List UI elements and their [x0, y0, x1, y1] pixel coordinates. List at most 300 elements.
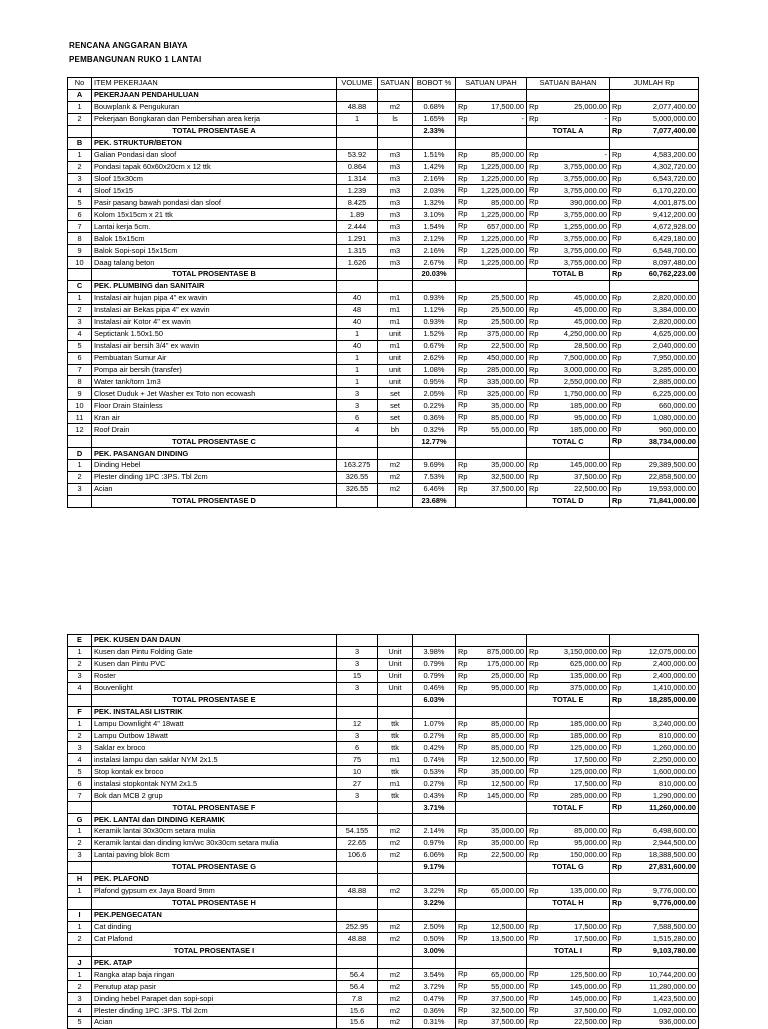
item-name: Lampu Outbow 18watt [92, 730, 337, 742]
total-label: TOTAL PROSENTASE A [92, 125, 337, 137]
currency-label: Rp [612, 471, 622, 481]
jumlah-amount: 9,776,000.00 [652, 886, 696, 896]
item-name: Balok Sopi-sopi 15x15cm [92, 245, 337, 257]
bobot: 1.65% [413, 113, 456, 125]
empty-cell [378, 269, 413, 281]
empty-cell [68, 125, 92, 137]
table-row [68, 1005, 699, 1017]
satuan-upah [456, 161, 527, 173]
satuan: set [378, 388, 413, 400]
jumlah [610, 412, 699, 424]
currency-label: Rp [529, 340, 539, 350]
satuan-bahan-amount: 22,500.00 [574, 1017, 607, 1027]
jumlah-amount: 19,593,000.00 [648, 484, 696, 494]
table-row [68, 460, 699, 472]
currency-label: Rp [458, 376, 468, 386]
satuan-upah-amount: 325,000.00 [487, 388, 524, 398]
row-no: 6 [68, 352, 92, 364]
satuan-upah [456, 209, 527, 221]
item-name: Plafond gypsum ex Jaya Board 9mm [92, 885, 337, 897]
satuan-upah [456, 221, 527, 233]
volume: 3 [337, 790, 378, 802]
currency-label: Rp [612, 849, 622, 859]
jumlah-amount: 810,000.00 [659, 730, 696, 740]
satuan-upah-amount: 85,000.00 [491, 197, 524, 207]
volume: 6 [337, 412, 378, 424]
satuan-upah-amount: 17,500.00 [491, 102, 524, 112]
empty-cell [337, 802, 378, 814]
table-row [68, 646, 699, 658]
currency-label: Rp [612, 352, 622, 362]
satuan-upah-amount: 25,500.00 [491, 305, 524, 315]
satuan-upah-amount: 1,225,000.00 [480, 233, 524, 243]
total-label: TOTAL PROSENTASE I [92, 945, 337, 957]
satuan: m2 [378, 826, 413, 838]
satuan-bahan-amount: 2,550,000.00 [563, 376, 607, 386]
jumlah [610, 471, 699, 483]
jumlah [610, 921, 699, 933]
total-label: TOTAL PROSENTASE B [92, 269, 337, 281]
volume: 1.315 [337, 245, 378, 257]
table-row [68, 233, 699, 245]
item-name: Bok dan MCB 2 grup [92, 790, 337, 802]
table-row [68, 412, 699, 424]
satuan: m2 [378, 849, 413, 861]
currency-label: Rp [529, 185, 539, 195]
currency-label: Rp [458, 933, 468, 943]
currency-label: Rp [458, 837, 468, 847]
currency-label: Rp [529, 388, 539, 398]
currency-label: Rp [529, 1005, 539, 1015]
table-row [68, 790, 699, 802]
table-row [68, 483, 699, 495]
satuan-bahan [527, 257, 610, 269]
budget-table-2 [67, 634, 699, 1029]
bobot: 1.07% [413, 718, 456, 730]
jumlah-amount: 2,250,000.00 [652, 754, 696, 764]
satuan-bahan-amount: 17,500.00 [574, 778, 607, 788]
section-row [68, 706, 699, 718]
row-no: B [68, 137, 92, 149]
jumlah [610, 885, 699, 897]
satuan-upah-amount: 175,000.00 [487, 659, 524, 669]
satuan-bahan [527, 388, 610, 400]
currency-label: Rp [612, 460, 622, 469]
satuan: m2 [378, 885, 413, 897]
table-row [68, 933, 699, 945]
empty-cell [456, 89, 527, 101]
jumlah [610, 790, 699, 802]
empty-cell [456, 436, 527, 448]
satuan-bahan-amount: 145,000.00 [570, 981, 607, 991]
satuan-upah [456, 730, 527, 742]
satuan-bahan-amount: 390,000.00 [570, 197, 607, 207]
satuan: m1 [378, 316, 413, 328]
volume: 15.6 [337, 1005, 378, 1017]
bobot: 3.10% [413, 209, 456, 221]
satuan-bahan [527, 460, 610, 472]
item-name: Plester dinding 1PC :3PS. Tbl 2cm [92, 471, 337, 483]
section-row [68, 89, 699, 101]
row-no: 3 [68, 173, 92, 185]
table-row [68, 849, 699, 861]
header-no: No [68, 78, 92, 90]
row-no: D [68, 448, 92, 460]
bobot: 0.46% [413, 682, 456, 694]
currency-label: Rp [612, 495, 622, 505]
jumlah-amount: 960,000.00 [659, 424, 696, 434]
satuan-bahan-amount: 185,000.00 [570, 719, 607, 729]
satuan-bahan [527, 364, 610, 376]
bobot: 2.67% [413, 257, 456, 269]
currency-label: Rp [612, 292, 622, 302]
empty-cell [378, 706, 413, 718]
satuan-bahan-amount: 95,000.00 [574, 412, 607, 422]
bobot: 0.27% [413, 778, 456, 790]
satuan-upah [456, 646, 527, 658]
currency-label: Rp [529, 993, 539, 1003]
bobot: 6.06% [413, 849, 456, 861]
currency-label: Rp [529, 766, 539, 776]
currency-label: Rp [458, 388, 468, 398]
table-row [68, 101, 699, 113]
bobot: 7.53% [413, 471, 456, 483]
item-name: Pasir pasang bawah pondasi dan sloof [92, 197, 337, 209]
empty-cell [68, 694, 92, 706]
table-row [68, 778, 699, 790]
satuan-upah-amount: 85,000.00 [491, 719, 524, 729]
currency-label: Rp [458, 340, 468, 350]
satuan-bahan-amount: 1,255,000.00 [563, 221, 607, 231]
currency-label: Rp [458, 149, 468, 159]
currency-label: Rp [458, 185, 468, 195]
item-name: Pompa air bersih (transfer) [92, 364, 337, 376]
jumlah-amount: 2,820,000.00 [652, 293, 696, 303]
currency-label: Rp [458, 670, 468, 680]
empty-cell [610, 280, 699, 292]
jumlah-amount: 29,389,500.00 [648, 460, 696, 470]
section-row [68, 635, 699, 647]
satuan-upah-amount: 35,000.00 [491, 400, 524, 410]
jumlah-amount: 22,858,500.00 [648, 472, 696, 482]
satuan-upah [456, 981, 527, 993]
currency-label: Rp [458, 412, 468, 422]
empty-cell [337, 89, 378, 101]
volume: 1 [337, 376, 378, 388]
row-no: 2 [68, 981, 92, 993]
volume: 75 [337, 754, 378, 766]
satuan-upah-amount: 12,500.00 [491, 754, 524, 764]
empty-cell [610, 909, 699, 921]
satuan-bahan [527, 173, 610, 185]
satuan-bahan-amount: 3,000,000.00 [563, 364, 607, 374]
jumlah-amount: 1,410,000.00 [652, 683, 696, 693]
item-name: Lantai kerja 5cm. [92, 221, 337, 233]
satuan-upah-amount: - [521, 114, 524, 124]
satuan: m1 [378, 292, 413, 304]
empty-cell [456, 957, 527, 969]
bobot: 2.05% [413, 388, 456, 400]
jumlah [610, 245, 699, 257]
satuan: unit [378, 376, 413, 388]
currency-label: Rp [458, 718, 468, 728]
currency-label: Rp [612, 197, 622, 207]
jumlah [610, 352, 699, 364]
currency-label: Rp [458, 245, 468, 255]
currency-label: Rp [612, 730, 622, 740]
satuan: m2 [378, 460, 413, 472]
bobot: 0.22% [413, 400, 456, 412]
table-header-row [68, 78, 699, 90]
currency-label: Rp [612, 682, 622, 692]
satuan-bahan [527, 400, 610, 412]
volume: 3 [337, 646, 378, 658]
satuan-bahan [527, 292, 610, 304]
volume: 8.425 [337, 197, 378, 209]
satuan-upah-amount: 1,225,000.00 [480, 209, 524, 219]
currency-label: Rp [458, 921, 468, 931]
currency-label: Rp [458, 1005, 468, 1015]
satuan-bahan [527, 766, 610, 778]
jumlah [610, 778, 699, 790]
satuan-upah [456, 742, 527, 754]
currency-label: Rp [529, 161, 539, 171]
satuan: m2 [378, 1005, 413, 1017]
satuan-upah [456, 766, 527, 778]
currency-label: Rp [612, 185, 622, 195]
item-name: Acian [92, 483, 337, 495]
row-no: 7 [68, 790, 92, 802]
jumlah-amount: 2,944,500.00 [652, 838, 696, 848]
total-jumlah [610, 269, 699, 281]
currency-label: Rp [529, 292, 539, 302]
satuan-upah [456, 233, 527, 245]
satuan-bahan [527, 670, 610, 682]
item-name: Galian Pondasi dan sloof [92, 149, 337, 161]
total-row [68, 861, 699, 873]
volume: 7.8 [337, 993, 378, 1005]
empty-cell [378, 125, 413, 137]
currency-label: Rp [612, 921, 622, 931]
row-no: I [68, 909, 92, 921]
currency-label: Rp [458, 993, 468, 1003]
currency-label: Rp [529, 149, 539, 159]
currency-label: Rp [458, 292, 468, 302]
table-row [68, 161, 699, 173]
empty-cell [456, 873, 527, 885]
satuan: set [378, 412, 413, 424]
satuan-bahan-amount: 3,150,000.00 [563, 647, 607, 657]
empty-cell [337, 694, 378, 706]
currency-label: Rp [612, 778, 622, 788]
jumlah-amount: 2,400,000.00 [652, 659, 696, 669]
bobot: 0.93% [413, 316, 456, 328]
currency-label: Rp [612, 364, 622, 374]
currency-label: Rp [458, 161, 468, 171]
currency-label: Rp [458, 209, 468, 219]
empty-cell [413, 280, 456, 292]
jumlah [610, 1005, 699, 1017]
table-row [68, 388, 699, 400]
satuan: m3 [378, 233, 413, 245]
header-satuan-bahan: SATUAN BAHAN [527, 78, 610, 90]
empty-cell [456, 802, 527, 814]
total-label: TOTAL PROSENTASE E [92, 694, 337, 706]
header-satuan: SATUAN [378, 78, 413, 90]
currency-label: Rp [458, 682, 468, 692]
row-no: 11 [68, 412, 92, 424]
table-row [68, 1017, 699, 1029]
satuan-upah-amount: 657,000.00 [487, 221, 524, 231]
satuan-bahan-amount: 145,000.00 [570, 993, 607, 1003]
total-bobot: 9.17% [413, 861, 456, 873]
empty-cell [527, 873, 610, 885]
satuan-upah-amount: 1,225,000.00 [480, 173, 524, 183]
empty-cell [337, 436, 378, 448]
currency-label: Rp [529, 933, 539, 943]
satuan-bahan [527, 754, 610, 766]
row-no: 2 [68, 730, 92, 742]
jumlah [610, 304, 699, 316]
satuan-upah-amount: 375,000.00 [487, 329, 524, 339]
satuan-bahan [527, 221, 610, 233]
volume: 3 [337, 400, 378, 412]
empty-cell [337, 945, 378, 957]
header-jumlah: JUMLAH Rp [610, 78, 699, 90]
currency-label: Rp [529, 257, 539, 267]
empty-cell [378, 957, 413, 969]
item-name: Closet Duduk + Jet Washer ex Toto non ecowash [92, 388, 337, 400]
satuan-upah [456, 933, 527, 945]
item-name: instalasi lampu dan saklar NYM 2x1.5 [92, 754, 337, 766]
row-no: 5 [68, 340, 92, 352]
empty-cell [527, 280, 610, 292]
satuan-bahan-amount: 185,000.00 [570, 400, 607, 410]
jumlah [610, 730, 699, 742]
bobot: 3.54% [413, 969, 456, 981]
satuan: m2 [378, 993, 413, 1005]
table-row [68, 376, 699, 388]
currency-label: Rp [529, 969, 539, 979]
row-no: 1 [68, 826, 92, 838]
section-title: PEK. KUSEN DAN DAUN [92, 635, 337, 647]
satuan-bahan [527, 981, 610, 993]
jumlah [610, 161, 699, 173]
satuan-bahan-amount: 4,250,000.00 [563, 329, 607, 339]
bobot: 2.62% [413, 352, 456, 364]
currency-label: Rp [612, 993, 622, 1003]
satuan-bahan [527, 921, 610, 933]
satuan-bahan-amount: 3,755,000.00 [563, 162, 607, 172]
currency-label: Rp [612, 376, 622, 386]
item-name: Kran air [92, 412, 337, 424]
total-bobot: 3.00% [413, 945, 456, 957]
row-no: 10 [68, 257, 92, 269]
satuan-upah [456, 185, 527, 197]
volume: 22.65 [337, 837, 378, 849]
satuan: bh [378, 424, 413, 436]
item-name: Lantai paving blok 8cm [92, 849, 337, 861]
empty-cell [378, 861, 413, 873]
document-title: RENCANA ANGGARAN BIAYA [69, 41, 188, 50]
item-name: Kusen dan Pintu Folding Gate [92, 646, 337, 658]
total-bobot: 3.22% [413, 897, 456, 909]
jumlah-amount: 1,260,000.00 [652, 742, 696, 752]
currency-label: Rp [529, 400, 539, 410]
currency-label: Rp [529, 328, 539, 338]
currency-label: Rp [612, 400, 622, 410]
currency-label: Rp [612, 897, 622, 907]
currency-label: Rp [612, 436, 622, 446]
satuan-upah-amount: 145,000.00 [487, 790, 524, 800]
satuan-upah [456, 849, 527, 861]
jumlah [610, 340, 699, 352]
empty-cell [456, 495, 527, 507]
empty-cell [456, 945, 527, 957]
satuan-bahan-amount: 17,500.00 [574, 921, 607, 931]
bobot: 3.22% [413, 885, 456, 897]
bobot: 1.08% [413, 364, 456, 376]
empty-cell [527, 706, 610, 718]
currency-label: Rp [458, 778, 468, 788]
row-no: 1 [68, 460, 92, 472]
currency-label: Rp [529, 742, 539, 752]
bobot: 0.31% [413, 1017, 456, 1029]
empty-cell [456, 909, 527, 921]
satuan-bahan-amount: 3,755,000.00 [563, 209, 607, 219]
satuan: Unit [378, 670, 413, 682]
total-jumlah-amount: 60,762,223.00 [648, 269, 696, 279]
currency-label: Rp [612, 257, 622, 267]
satuan-upah-amount: 22,500.00 [491, 341, 524, 351]
empty-cell [68, 945, 92, 957]
currency-label: Rp [458, 304, 468, 314]
total-jumlah-amount: 18,285,000.00 [648, 695, 696, 705]
jumlah-amount: 4,583,200.00 [652, 150, 696, 160]
satuan-bahan [527, 185, 610, 197]
section-title: PEK. INSTALASI LISTRIK [92, 706, 337, 718]
row-no: 3 [68, 316, 92, 328]
bobot: 1.51% [413, 149, 456, 161]
item-name: Balok 15x15cm [92, 233, 337, 245]
header-bobot: BOBOT % [413, 78, 456, 90]
volume: 56.4 [337, 981, 378, 993]
jumlah-amount: 936,000.00 [659, 1017, 696, 1027]
satuan-upah-amount: 35,000.00 [491, 460, 524, 470]
empty-cell [456, 635, 527, 647]
currency-label: Rp [612, 646, 622, 656]
satuan-bahan [527, 161, 610, 173]
table-row [68, 245, 699, 257]
currency-label: Rp [612, 861, 622, 871]
total-jumlah [610, 897, 699, 909]
jumlah [610, 185, 699, 197]
bobot: 0.68% [413, 101, 456, 113]
row-no: 10 [68, 400, 92, 412]
currency-label: Rp [458, 257, 468, 267]
satuan-upah-amount: 285,000.00 [487, 364, 524, 374]
satuan: m2 [378, 483, 413, 495]
bobot: 2.16% [413, 245, 456, 257]
jumlah-amount: 6,429,180.00 [652, 233, 696, 243]
total-jumlah-amount: 71,841,000.00 [648, 496, 696, 506]
satuan-upah-amount: 95,000.00 [491, 683, 524, 693]
row-no: 5 [68, 1017, 92, 1029]
jumlah [610, 658, 699, 670]
satuan: m3 [378, 197, 413, 209]
satuan-bahan [527, 101, 610, 113]
jumlah [610, 149, 699, 161]
